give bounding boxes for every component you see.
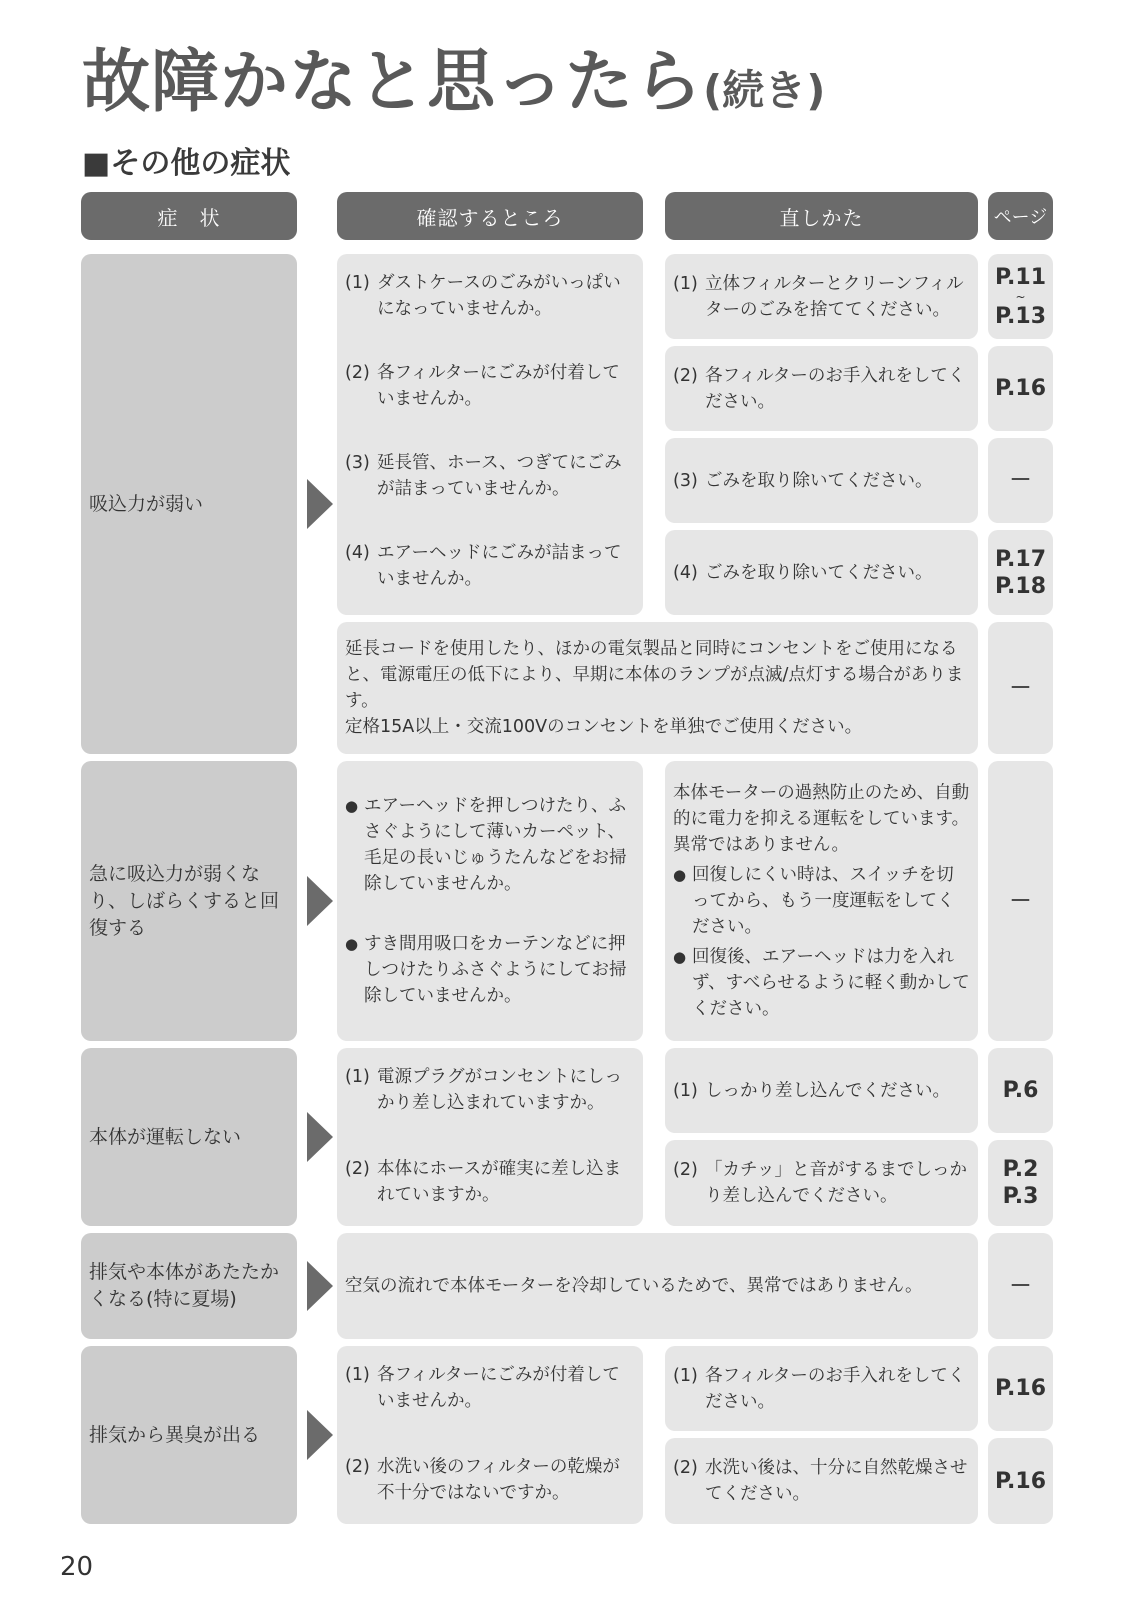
page-ref bbox=[988, 530, 1053, 615]
page-ref bbox=[988, 254, 1053, 339]
item-text: すき間用吸口をカーテンなどに押しつけたりふさぐようにしてお掃除していませんか。 bbox=[364, 934, 627, 1006]
item-number: (2) bbox=[673, 1458, 698, 1478]
item-number: (2) bbox=[345, 1457, 370, 1477]
range-tilde: ~ bbox=[1015, 289, 1026, 304]
arrow-right-icon bbox=[307, 1261, 333, 1311]
item-number: (1) bbox=[673, 273, 698, 294]
fix-item bbox=[673, 1455, 970, 1507]
header-symptom: 症 状 bbox=[81, 192, 297, 240]
note-cell bbox=[337, 622, 978, 754]
check-item bbox=[345, 360, 635, 412]
check-item bbox=[345, 1454, 635, 1506]
fix-cell bbox=[665, 1140, 978, 1226]
symptom-cell bbox=[81, 254, 297, 754]
item-text: しっかり差し込んでください。 bbox=[705, 1080, 950, 1101]
bullet-icon: ● bbox=[673, 866, 687, 884]
symptom-text: 排気や本体があたたかくなる(特に夏場) bbox=[89, 1261, 280, 1310]
item-text: ごみを取り除いてください。 bbox=[705, 562, 933, 583]
symptom-cell bbox=[81, 1346, 297, 1524]
check-cell bbox=[337, 761, 643, 1041]
fix-item bbox=[673, 1157, 970, 1209]
note-text: 定格15A以上・交流100Vのコンセントを単独でご使用ください。 bbox=[345, 717, 863, 737]
page-ref-line: － bbox=[1009, 1273, 1032, 1299]
item-text: 電源プラグがコンセントにしっかり差し込まれていますか。 bbox=[377, 1067, 622, 1113]
item-number: (2) bbox=[345, 1159, 370, 1179]
fix-item bbox=[673, 560, 970, 586]
item-text: 水洗い後は、十分に自然乾燥させてください。 bbox=[705, 1458, 968, 1504]
page-ref bbox=[988, 1438, 1053, 1524]
check-item bbox=[345, 1156, 635, 1208]
page-number: 20 bbox=[60, 1552, 94, 1582]
item-text: 立体フィルターとクリーンフィルターのごみを捨ててください。 bbox=[705, 273, 964, 320]
arrow-right-icon bbox=[307, 1410, 333, 1460]
item-text: 各フィルターにごみが付着していませんか。 bbox=[377, 363, 620, 409]
title-main: 故障かなと思ったら bbox=[82, 43, 704, 122]
fix-item bbox=[673, 1363, 970, 1415]
header-page: ページ bbox=[988, 192, 1053, 240]
check-cell bbox=[337, 254, 643, 615]
page-ref bbox=[988, 1140, 1053, 1226]
item-number: (1) bbox=[345, 1365, 370, 1385]
page-title bbox=[82, 38, 825, 136]
item-text: ダストケースのごみがいっぱいになっていませんか。 bbox=[377, 273, 621, 319]
item-text: 各フィルターにごみが付着していませんか。 bbox=[377, 1365, 620, 1411]
page-ref bbox=[988, 1048, 1053, 1133]
item-text: 水洗い後のフィルターの乾燥が不十分ではないですか。 bbox=[377, 1457, 620, 1503]
item-number: (4) bbox=[345, 543, 370, 563]
item-number: (2) bbox=[345, 363, 370, 383]
fix-cell bbox=[665, 1048, 978, 1133]
header-check: 確認するところ bbox=[337, 192, 643, 240]
symptom-cell bbox=[81, 1048, 297, 1226]
fix-cell bbox=[665, 1346, 978, 1431]
fix-intro: 本体モーターの過熱防止のため、自動的に電力を抑える運転をしています。異常ではありません。 bbox=[673, 783, 970, 855]
item-number: (1) bbox=[673, 1080, 698, 1101]
check-cell bbox=[337, 1346, 643, 1524]
header-fix: 直しかた bbox=[665, 192, 978, 240]
fix-cell bbox=[665, 254, 978, 339]
item-text: 本体にホースが確実に差し込まれていますか。 bbox=[377, 1159, 622, 1205]
page-ref-line: P.16 bbox=[994, 1468, 1047, 1494]
check-item bbox=[345, 1362, 635, 1414]
item-text: 各フィルターのお手入れをしてください。 bbox=[705, 1365, 966, 1412]
page-ref bbox=[988, 438, 1053, 523]
page-ref-line: － bbox=[1009, 675, 1032, 701]
fix-cell bbox=[665, 346, 978, 431]
fix-item bbox=[673, 862, 970, 940]
item-number: (2) bbox=[673, 1160, 698, 1180]
item-text: 各フィルターのお手入れをしてください。 bbox=[705, 365, 966, 412]
page-ref-line: P.6 bbox=[1002, 1078, 1039, 1103]
fix-item bbox=[673, 271, 970, 323]
item-number: (3) bbox=[345, 453, 370, 473]
check-cell bbox=[337, 1048, 643, 1226]
symptom-text: 吸込力が弱い bbox=[89, 492, 204, 515]
fix-item bbox=[673, 1078, 970, 1104]
item-number: (3) bbox=[673, 470, 698, 491]
item-number: (1) bbox=[345, 1067, 370, 1087]
item-text: 延長管、ホース、つぎてにごみが詰まっていませんか。 bbox=[377, 453, 622, 499]
fix-item bbox=[673, 363, 970, 415]
bullet-icon: ● bbox=[345, 797, 359, 815]
page-ref-line: P.16 bbox=[994, 376, 1047, 401]
item-text: 回復後、エアーヘッドは力を入れず、すべらせるように軽く動かしてください。 bbox=[692, 947, 970, 1019]
page-ref bbox=[988, 1346, 1053, 1431]
item-number: (1) bbox=[345, 273, 370, 293]
item-text: 回復しにくい時は、スイッチを切ってから、もう一度運転をしてください。 bbox=[692, 865, 955, 937]
arrow-right-icon bbox=[307, 1112, 333, 1162]
check-item bbox=[345, 270, 635, 322]
page-ref-line: P.18 bbox=[994, 573, 1047, 599]
item-number: (1) bbox=[673, 1365, 698, 1386]
bullet-icon: ● bbox=[345, 935, 359, 953]
fix-cell bbox=[665, 761, 978, 1041]
fix-item bbox=[673, 944, 970, 1022]
page-ref-line: P.2 bbox=[1002, 1157, 1039, 1182]
arrow-right-icon bbox=[307, 876, 333, 926]
section-heading: ■その他の症状 bbox=[82, 146, 291, 181]
page-ref bbox=[988, 761, 1053, 1041]
item-number: (2) bbox=[673, 365, 698, 386]
symptom-cell bbox=[81, 1233, 297, 1339]
page-ref-line: P.3 bbox=[1002, 1184, 1039, 1209]
fix-item bbox=[673, 468, 970, 494]
page-ref-line: P.11 bbox=[994, 264, 1047, 290]
note-text: 延長コードを使用したり、ほかの電気製品と同時にコンセントをご使用になると、電源電圧の低下により、早期に本体のランプが点滅/点灯する場合があります。 bbox=[345, 639, 964, 711]
item-text: エアーヘッドを押しつけたり、ふさぐようにして薄いカーペット、毛足の長いじゅうたんなどをお掃除していませんか。 bbox=[364, 796, 627, 894]
fix-cell bbox=[665, 530, 978, 615]
item-number: (4) bbox=[673, 562, 698, 583]
fix-cell bbox=[665, 438, 978, 523]
item-text: ごみを取り除いてください。 bbox=[705, 470, 933, 491]
arrow-right-icon bbox=[307, 479, 333, 529]
item-text: 「カチッ」と音がするまでしっかり差し込んでください。 bbox=[705, 1160, 967, 1206]
page-ref bbox=[988, 1233, 1053, 1339]
symptom-text: 排気から異臭が出る bbox=[89, 1423, 261, 1446]
check-item bbox=[345, 450, 635, 502]
page-ref-line: P.17 bbox=[994, 546, 1047, 572]
symptom-cell bbox=[81, 761, 297, 1041]
page-ref-line: － bbox=[1009, 888, 1032, 914]
merged-cell bbox=[337, 1233, 978, 1339]
check-item bbox=[345, 1064, 635, 1116]
symptom-text: 本体が運転しない bbox=[89, 1125, 242, 1148]
page-ref-line: P.16 bbox=[994, 1376, 1047, 1401]
title-sub: (続き) bbox=[703, 66, 826, 115]
fix-cell bbox=[665, 1438, 978, 1524]
check-item bbox=[345, 540, 635, 592]
merged-text: 空気の流れで本体モーターを冷却しているためで、異常ではありません。 bbox=[345, 1276, 923, 1296]
symptom-text: 急に吸込力が弱くなり、しばらくすると回復する bbox=[89, 862, 280, 939]
bullet-icon: ● bbox=[673, 948, 687, 966]
page-ref bbox=[988, 622, 1053, 754]
page-ref-line: P.13 bbox=[994, 303, 1047, 329]
check-item bbox=[345, 793, 635, 897]
page-ref bbox=[988, 346, 1053, 431]
item-text: エアーヘッドにごみが詰まっていませんか。 bbox=[377, 543, 622, 589]
page-ref-line: － bbox=[1009, 468, 1032, 493]
check-item bbox=[345, 931, 635, 1009]
